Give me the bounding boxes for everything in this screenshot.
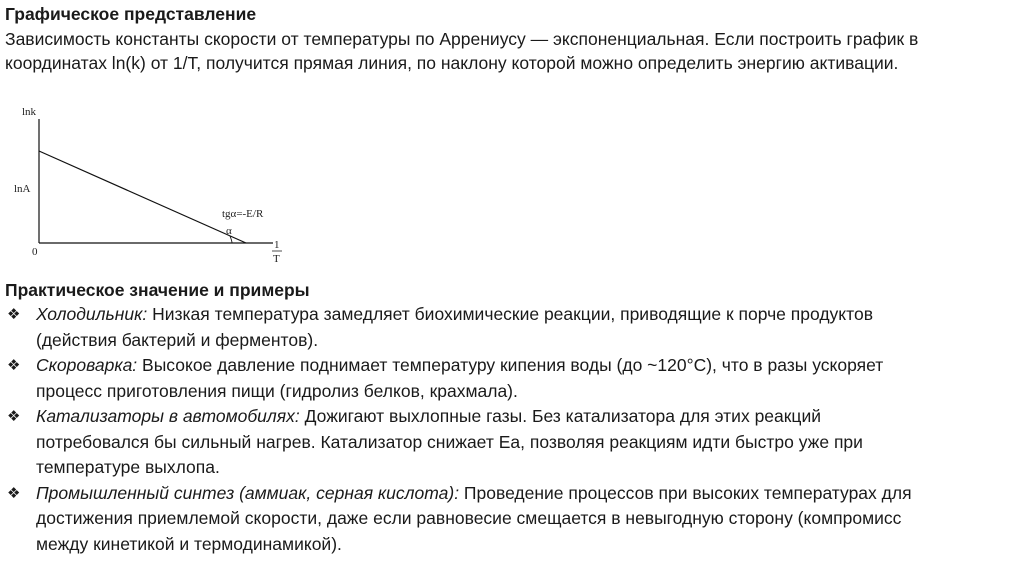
list-item xyxy=(5,404,1019,481)
item-line xyxy=(36,302,1019,328)
slope-label: tgα=-E/R xyxy=(222,208,264,220)
item-text: Дожигают выхлопные газы. Без катализатора для этих реакций xyxy=(299,406,821,426)
item-line xyxy=(36,353,1019,379)
item-line: (действия бактерий и ферментов). xyxy=(36,329,319,350)
x-axis-label-numerator: 1 xyxy=(274,239,280,251)
item-text: Проведение процессов при высоких температурах для xyxy=(459,482,912,503)
item-line: между кинетикой и термодинамикой). xyxy=(36,533,342,554)
lnk-line xyxy=(39,151,246,243)
page-title: Графическое представление xyxy=(5,4,257,24)
origin-label: 0 xyxy=(32,246,38,258)
section-title: Практическое значение и примеры xyxy=(5,280,310,300)
item-line: процесс приготовления пищи (гидролиз белков, крахмала). xyxy=(36,380,518,401)
examples-list xyxy=(5,302,1019,557)
y-axis-label: lnk xyxy=(22,106,37,118)
item-text: Низкая температура замедляет биохимические реакции, приводящие к порче продуктов xyxy=(147,304,873,324)
item-text: Высокое давление поднимает температуру кипения воды (до ~120°C), что в разы ускоряет xyxy=(137,355,884,375)
item-line: температуре выхлопа. xyxy=(36,457,220,477)
list-item xyxy=(5,302,1019,353)
item-line: достижения приемлемой скорости, даже если равновесие смещается в невыгодную сторону (компромисс xyxy=(36,508,902,528)
intro-paragraph xyxy=(5,27,1017,75)
intro-line: координатах ln(k) от 1/T, получится прямая линия, по наклону которой можно определить энергию активации. xyxy=(5,53,899,73)
item-line xyxy=(36,404,1019,430)
x-axis-label-denominator: T xyxy=(273,253,280,265)
item-term: Промышленный синтез (аммиак, серная кислота): xyxy=(36,482,460,503)
diamond-bullet-icon: ❖ xyxy=(7,306,21,323)
item-term: Скороварка: xyxy=(36,355,138,375)
arrhenius-graph xyxy=(8,95,308,275)
item-line xyxy=(36,481,1019,507)
list-item xyxy=(5,353,1019,404)
intercept-label: lnA xyxy=(14,183,31,195)
intro-line: Зависимость константы скорости от температуры по Аррениусу — экспоненциальная. Если построить график в xyxy=(5,29,919,49)
item-term: Катализаторы в автомобилях: xyxy=(36,406,300,426)
item-line: потребовался бы сильный нагрев. Катализатор снижает Ea, позволяя реакциям идти быстро уже при xyxy=(36,431,863,452)
diamond-bullet-icon: ❖ xyxy=(7,357,21,374)
angle-label: α xyxy=(226,225,232,237)
item-term: Холодильник: xyxy=(36,304,148,324)
list-item xyxy=(5,481,1019,558)
diamond-bullet-icon: ❖ xyxy=(7,484,21,502)
diamond-bullet-icon: ❖ xyxy=(7,408,21,425)
